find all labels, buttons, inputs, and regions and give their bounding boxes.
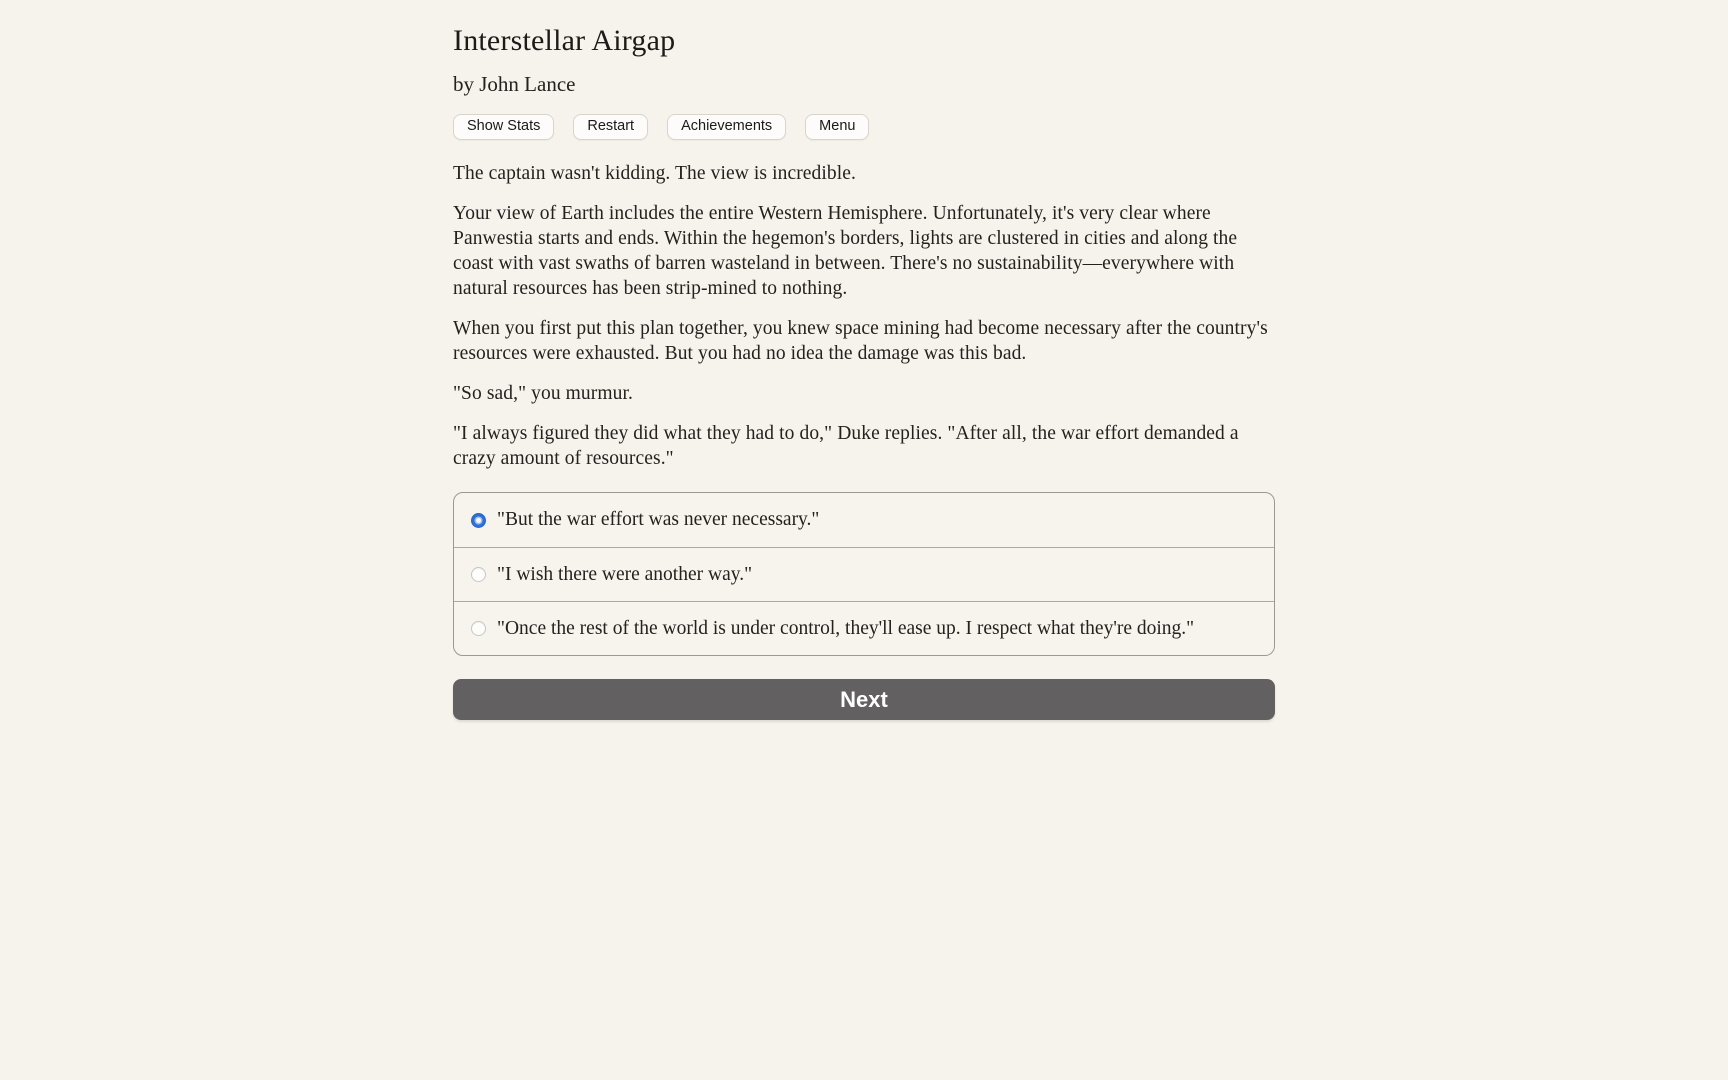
- story-paragraph: The captain wasn't kidding. The view is incredible.: [453, 163, 857, 184]
- restart-button[interactable]: Restart: [573, 114, 648, 140]
- story-paragraph: When you first put this plan together, you knew space mining had become necessary after the country's resources were exhausted. But you had no idea the damage was this bad.: [453, 318, 1268, 364]
- choice-option-1[interactable]: [454, 493, 1274, 547]
- choice-option-3[interactable]: [454, 601, 1274, 655]
- radio-button-icon[interactable]: [471, 513, 486, 528]
- choice-option-label: "Once the rest of the world is under control, they'll ease up. I respect what they're doing.": [497, 617, 1195, 639]
- story-paragraph: "So sad," you murmur.: [453, 383, 633, 404]
- game-author: by John Lance: [453, 72, 576, 96]
- menu-button[interactable]: Menu: [805, 114, 869, 140]
- story-paragraph: Your view of Earth includes the entire Western Hemisphere. Unfortunately, it's very clear where Panwestia starts and ends. Within the hegemon's borders, lights are clustered in cities and along the coast with vast swaths of barren wasteland in between. There's no sustainability—everywhere with natural resources has been strip-mined to nothing.: [453, 203, 1238, 299]
- story-text: [453, 161, 1275, 471]
- choice-option-label: "But the war effort was never necessary.": [497, 509, 820, 530]
- radio-button-icon[interactable]: [471, 567, 486, 582]
- story-paragraph: "I always figured they did what they had to do," Duke replies. "After all, the war effort demanded a crazy amount of resources.": [453, 423, 1239, 469]
- choice-group: [453, 492, 1275, 656]
- radio-button-icon[interactable]: [471, 621, 486, 636]
- show-stats-button[interactable]: Show Stats: [453, 114, 554, 140]
- next-button[interactable]: Next: [453, 679, 1275, 720]
- choice-option-2[interactable]: [454, 547, 1274, 601]
- game-content-column: [453, 0, 1275, 720]
- game-title: Interstellar Airgap: [453, 24, 676, 57]
- choice-option-label: "I wish there were another way.": [497, 563, 753, 585]
- toolbar: [453, 114, 1275, 140]
- achievements-button[interactable]: Achievements: [667, 114, 786, 140]
